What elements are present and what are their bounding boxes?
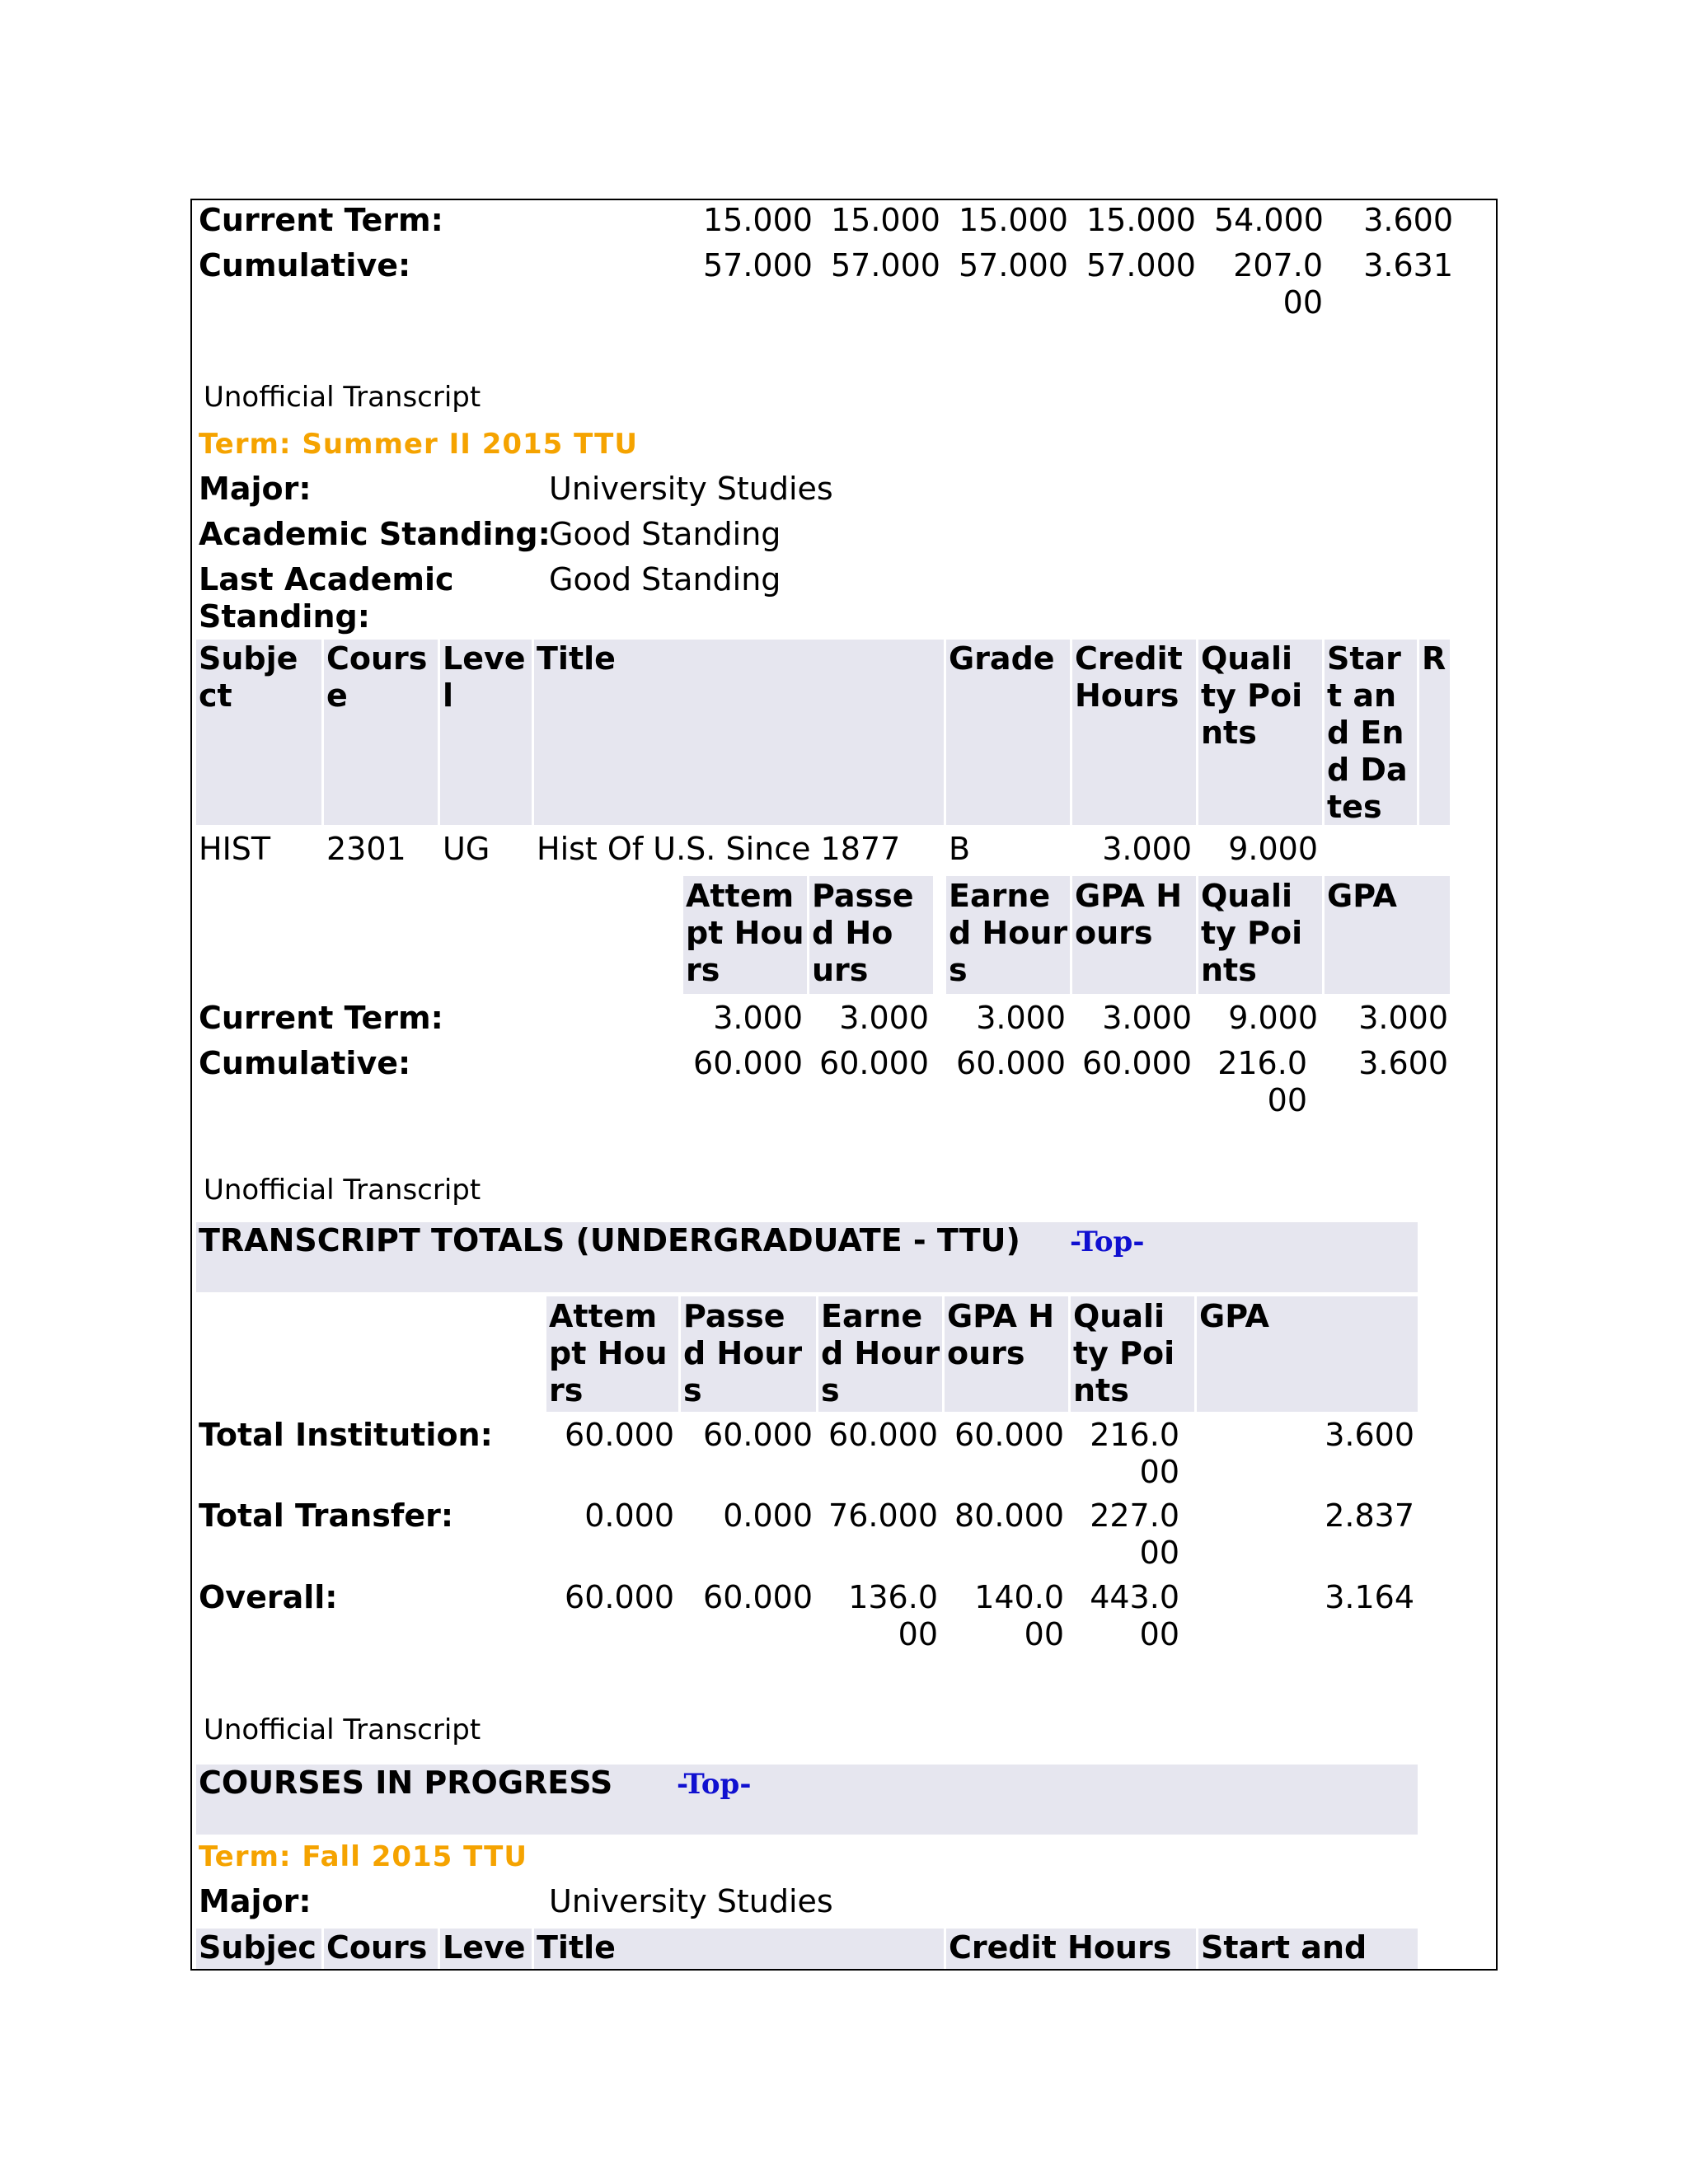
current-term-label: Current Term: (199, 1000, 443, 1036)
col-earned-hours-header: Earned Hours (949, 878, 1068, 988)
col-grade-header: Grade (949, 640, 1055, 677)
course-title: Hist Of U.S. Since 1877 (537, 831, 901, 867)
value-cell: 140.000 (974, 1579, 1064, 1652)
transcript-totals-title: TRANSCRIPT TOTALS (UNDERGRADUATE - TTU) (199, 1222, 1020, 1258)
total-row-label: Overall: (199, 1579, 338, 1615)
col-course-header: Course (326, 640, 428, 714)
course-subject: HIST (199, 831, 271, 867)
value-cell: 3.600 (1363, 202, 1453, 238)
current-term-label: Current Term: (199, 202, 443, 238)
value-cell: 3.164 (1325, 1579, 1414, 1615)
value-cell: 227.000 (1090, 1497, 1179, 1571)
col-quality-points-header: Quality Points (1201, 640, 1303, 751)
value-cell: 216.000 (1090, 1417, 1179, 1490)
value-cell: 60.000 (954, 1417, 1064, 1453)
col-gpa-hours-header: GPA Hours (947, 1298, 1054, 1371)
value-cell: 60.000 (1082, 1045, 1192, 1081)
col-gpa-header: GPA (1327, 878, 1397, 914)
value-cell: 3.000 (1102, 1000, 1192, 1036)
value-cell: 15.000 (703, 202, 813, 238)
cumulative-label: Cumulative: (199, 247, 411, 284)
col-title-header: Title (537, 1929, 616, 1966)
unofficial-transcript-label: Unofficial Transcript (204, 1713, 481, 1746)
col-dates-header: Start and (1201, 1929, 1367, 1966)
col-subject-header: Subjec (199, 1929, 316, 1966)
courses-in-progress-title: COURSES IN PROGRESS (199, 1765, 613, 1801)
value-cell: 15.000 (1086, 202, 1196, 238)
col-level-header: Level (443, 640, 526, 714)
col-passed-hours-header: Passed Hours (683, 1298, 803, 1408)
col-passed-hours-header: Passed Hours (812, 878, 914, 988)
major-label: Major: (199, 1883, 312, 1919)
col-earned-hours-header: Earned Hours (821, 1298, 940, 1408)
value-cell: 57.000 (959, 247, 1068, 284)
value-cell: 3.000 (976, 1000, 1066, 1036)
value-cell: 15.000 (959, 202, 1068, 238)
value-cell: 207.000 (1233, 247, 1323, 321)
value-cell: 3.600 (1358, 1045, 1448, 1081)
major-label: Major: (199, 471, 312, 507)
major-value: University Studies (549, 1883, 833, 1919)
last-standing-label: Last Academic Standing: (199, 561, 454, 635)
top-link[interactable]: -Top- (1070, 1226, 1145, 1258)
course-level: UG (443, 831, 490, 867)
value-cell: 57.000 (703, 247, 813, 284)
course-quality-points: 9.000 (1228, 831, 1318, 867)
value-cell: 15.000 (831, 202, 940, 238)
col-gpa-header: GPA (1199, 1298, 1269, 1334)
value-cell: 3.600 (1325, 1417, 1414, 1453)
unofficial-transcript-label: Unofficial Transcript (204, 1174, 481, 1207)
top-link[interactable]: -Top- (677, 1768, 752, 1801)
value-cell: 60.000 (703, 1579, 813, 1615)
term-heading: Term: Fall 2015 TTU (199, 1840, 528, 1873)
course-grade: B (949, 831, 971, 867)
value-cell: 216.000 (1217, 1045, 1307, 1118)
total-row-label: Total Transfer: (199, 1497, 454, 1534)
course-credit-hours: 3.000 (1102, 831, 1192, 867)
value-cell: 2.837 (1325, 1497, 1414, 1534)
value-cell: 54.000 (1214, 202, 1324, 238)
value-cell: 60.000 (565, 1579, 674, 1615)
value-cell: 60.000 (703, 1417, 813, 1453)
col-gpa-hours-header: GPA Hours (1075, 878, 1182, 951)
course-number: 2301 (326, 831, 406, 867)
col-quality-points-header: Quality Points (1201, 878, 1303, 988)
value-cell: 3.631 (1363, 247, 1453, 284)
last-standing-value: Good Standing (549, 561, 781, 598)
value-cell: 60.000 (819, 1045, 929, 1081)
col-quality-points-header: Quality Points (1073, 1298, 1175, 1408)
col-dates-header: Start and End Dates (1327, 640, 1408, 825)
col-title-header: Title (537, 640, 616, 677)
value-cell: 9.000 (1228, 1000, 1318, 1036)
unofficial-transcript-label: Unofficial Transcript (204, 381, 481, 414)
major-value: University Studies (549, 471, 833, 507)
col-level-header: Leve (443, 1929, 526, 1966)
col-course-header: Cours (326, 1929, 428, 1966)
col-subject-header: Subject (199, 640, 298, 714)
value-cell: 3.000 (1358, 1000, 1448, 1036)
col-credit-hours-header: Credit Hours (1075, 640, 1183, 714)
value-cell: 57.000 (1086, 247, 1196, 284)
value-cell: 60.000 (828, 1417, 938, 1453)
academic-standing-value: Good Standing (549, 516, 781, 552)
value-cell: 3.000 (839, 1000, 929, 1036)
academic-standing-label: Academic Standing: (199, 516, 551, 552)
col-r-header: R (1422, 640, 1447, 677)
value-cell: 0.000 (723, 1497, 813, 1534)
value-cell: 60.000 (956, 1045, 1066, 1081)
col-attempt-hours-header: Attempt Hours (686, 878, 804, 988)
value-cell: 60.000 (565, 1417, 674, 1453)
cumulative-label: Cumulative: (199, 1045, 411, 1081)
transcript-frame (190, 199, 1498, 1971)
value-cell: 80.000 (954, 1497, 1064, 1534)
value-cell: 57.000 (831, 247, 940, 284)
total-row-label: Total Institution: (199, 1417, 493, 1453)
col-credit-hours-header: Credit Hours (949, 1929, 1172, 1966)
term-heading: Term: Summer II 2015 TTU (199, 428, 638, 461)
value-cell: 60.000 (693, 1045, 803, 1081)
value-cell: 0.000 (584, 1497, 674, 1534)
value-cell: 76.000 (828, 1497, 938, 1534)
value-cell: 136.000 (848, 1579, 938, 1652)
col-attempt-hours-header: Attempt Hours (549, 1298, 668, 1408)
value-cell: 443.000 (1090, 1579, 1179, 1652)
value-cell: 3.000 (713, 1000, 803, 1036)
